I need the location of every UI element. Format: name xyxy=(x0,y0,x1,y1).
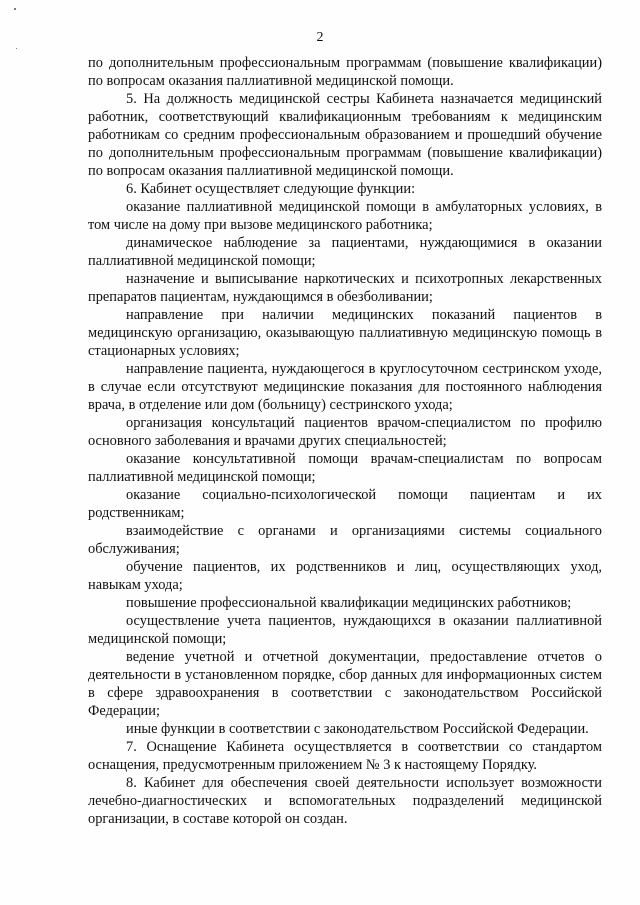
function-item: направление пациента, нуждающегося в круглосуточном сестринском уходе, в случае если отсутствуют медицинские показания для постоянного наблюдения врача, в отделение или дом (больницу) сестринского ухода; xyxy=(88,361,602,413)
function-item: оказание паллиативной медицинской помощи в амбулаторных условиях, в том числе на дому при вызове медицинского работника; xyxy=(88,199,602,233)
function-item: взаимодействие с органами и организациями системы социального обслуживания; xyxy=(88,523,602,557)
function-item: направление при наличии медицинских показаний пациентов в медицинскую организацию, оказывающую паллиативную медицинскую помощь в стационарных условиях; xyxy=(88,307,602,359)
document-body xyxy=(88,54,602,828)
function-item: назначение и выписывание наркотических и психотропных лекарственных препаратов пациентам, нуждающимся в обезболивании; xyxy=(88,271,602,305)
paragraph-item-5: 5. На должность медицинской сестры Кабинета назначается медицинский работник, соответствующий квалификационным требованиям к медицинским работникам со средним профессиональным образованием и прошедший обучение по дополнительным профессиональным программам (повышение квалификации) по вопросам оказания паллиативной медицинской помощи. xyxy=(88,91,602,179)
function-item: оказание консультативной помощи врачам-специалистам по вопросам паллиативной медицинской помощи; xyxy=(88,451,602,485)
scan-speck xyxy=(16,48,17,49)
function-item: ведение учетной и отчетной документации, предоставление отчетов о деятельности в установленном порядке, сбор данных для информационных систем в сфере здравоохранения в соответствии с законодательством Российской Федерации; xyxy=(88,649,602,719)
paragraph-item-8: 8. Кабинет для обеспечения своей деятельности использует возможности лечебно-диагностических и вспомогательных подразделений медицинской организации, в составе которой он создан. xyxy=(88,775,602,827)
function-item: обучение пациентов, их родственников и лиц, осуществляющих уход, навыкам ухода; xyxy=(88,559,602,593)
paragraph-item-6: 6. Кабинет осуществляет следующие функции: xyxy=(126,181,416,197)
function-item: динамическое наблюдение за пациентами, нуждающимися в оказании паллиативной медицинской помощи; xyxy=(88,235,602,269)
function-item: организация консультаций пациентов врачом-специалистом по профилю основного заболевания и врачами других специальностей; xyxy=(88,415,602,449)
scan-speck xyxy=(14,8,16,10)
function-item: иные функции в соответствии с законодательством Российской Федерации. xyxy=(126,721,589,737)
function-item: осуществление учета пациентов, нуждающихся в оказании паллиативной медицинской помощи; xyxy=(88,613,602,647)
function-item: повышение профессиональной квалификации медицинских работников; xyxy=(126,595,572,611)
function-item: оказание социально-психологической помощи пациентам и их родственникам; xyxy=(88,487,602,521)
paragraph-item-7: 7. Оснащение Кабинета осуществляется в соответствии со стандартом оснащения, предусмотренным приложением № 3 к настоящему Порядку. xyxy=(88,739,602,773)
paragraph-continuation: по дополнительным профессиональным программам (повышение квалификации) по вопросам оказания паллиативной медицинской помощи. xyxy=(88,55,602,89)
page-number: 2 xyxy=(316,30,324,45)
